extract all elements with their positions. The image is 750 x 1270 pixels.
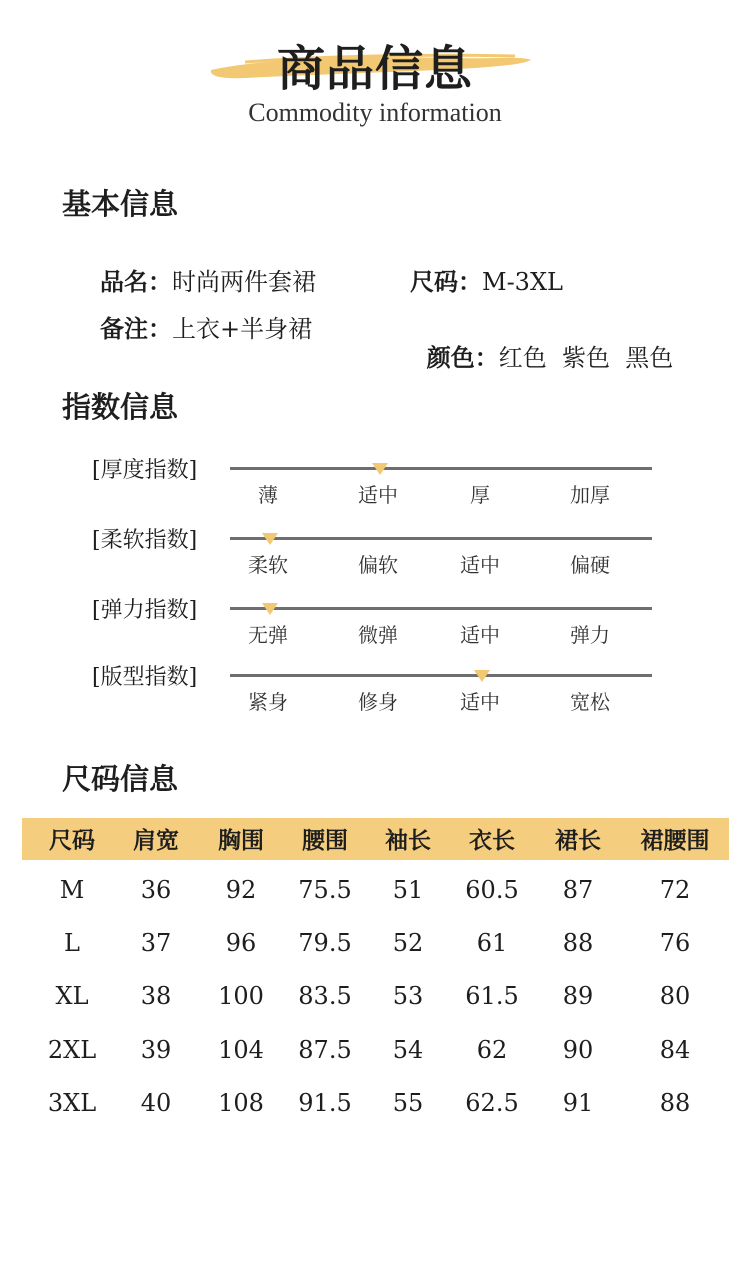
index-option: 宽松 <box>570 690 610 714</box>
size-table-header: 衣长 <box>469 828 515 854</box>
size-table-cell: 84 <box>659 1036 691 1064</box>
color-row <box>410 309 673 373</box>
index-option: 适中 <box>358 483 398 507</box>
size-table-cell: 87.5 <box>298 1036 352 1064</box>
size-table-header: 袖长 <box>385 828 431 854</box>
size-table-cell: 100 <box>218 982 264 1010</box>
index-marker-icon <box>262 603 278 615</box>
index-option: 偏硬 <box>570 553 610 577</box>
index-option: 适中 <box>460 690 500 714</box>
size-table-cell: 36 <box>140 876 172 904</box>
size-table-cell: 88 <box>659 1089 691 1117</box>
index-option: 微弹 <box>358 623 398 647</box>
size-info-title: 尺码信息 <box>62 762 179 796</box>
size-table-cell: 90 <box>562 1036 594 1064</box>
product-name-row <box>100 262 316 297</box>
size-table-header: 裙长 <box>555 828 601 854</box>
size-range-row <box>410 262 563 297</box>
index-marker-icon <box>372 463 388 475</box>
size-range-value: M-3XL <box>482 268 563 296</box>
index-option: 紧身 <box>248 690 288 714</box>
size-table-cell: 54 <box>392 1036 424 1064</box>
size-table-cell: 88 <box>562 929 594 957</box>
size-table-cell: 52 <box>392 929 424 957</box>
index-option: 适中 <box>460 623 500 647</box>
index-option: 弹力 <box>570 623 610 647</box>
index-scale-line <box>230 607 652 610</box>
size-table-cell: L <box>64 929 80 957</box>
product-name-label: 品名： <box>100 267 172 296</box>
size-table-cell: 87 <box>562 876 594 904</box>
size-table-header: 尺码 <box>49 828 95 854</box>
size-table-cell: 55 <box>392 1089 424 1117</box>
size-table-cell: 75.5 <box>298 876 352 904</box>
index-label: [柔软指数] <box>92 528 198 553</box>
note-label: 备注： <box>100 314 172 343</box>
size-table-cell: 60.5 <box>465 876 519 904</box>
size-range-label: 尺码： <box>410 267 482 296</box>
color-value: 红色 紫色 黑色 <box>498 344 674 372</box>
size-table-cell: 91.5 <box>298 1089 352 1117</box>
size-table-cell: 62 <box>476 1036 508 1064</box>
size-table-cell: 108 <box>218 1089 264 1117</box>
size-table-cell: 40 <box>140 1089 172 1117</box>
size-table-cell: 72 <box>659 876 691 904</box>
index-marker-icon <box>474 670 490 682</box>
index-label: [厚度指数] <box>92 458 198 483</box>
size-table-header: 裙腰围 <box>640 828 710 854</box>
index-scale-line <box>230 674 652 677</box>
index-option: 柔软 <box>248 553 288 577</box>
size-table-cell: 53 <box>392 982 424 1010</box>
product-name-value: 时尚两件套裙 <box>172 268 316 296</box>
color-label: 颜色： <box>426 343 499 372</box>
size-table-header: 胸围 <box>218 828 264 854</box>
size-table-cell: 37 <box>140 929 172 957</box>
size-table-cell: 3XL <box>47 1089 97 1117</box>
page-title: 商品信息 <box>276 41 473 97</box>
size-table-cell: 39 <box>140 1036 172 1064</box>
basic-info-title: 基本信息 <box>62 187 179 221</box>
index-info-title: 指数信息 <box>62 390 179 424</box>
size-table-cell: 80 <box>659 982 691 1010</box>
size-table-cell: 89 <box>562 982 594 1010</box>
index-option: 偏软 <box>358 553 398 577</box>
index-option: 无弹 <box>248 623 288 647</box>
size-table-cell: 2XL <box>47 1036 97 1064</box>
size-table-cell: 61 <box>476 929 508 957</box>
size-table-cell: 38 <box>140 982 172 1010</box>
index-scale-line <box>230 537 652 540</box>
index-label: [版型指数] <box>92 665 198 690</box>
index-label: [弹力指数] <box>92 598 198 623</box>
index-option: 厚 <box>470 483 490 507</box>
index-option: 适中 <box>460 553 500 577</box>
size-table-cell: 96 <box>225 929 257 957</box>
size-table-cell: 92 <box>225 876 257 904</box>
size-table-header-bar <box>22 818 729 860</box>
index-scale-line <box>230 467 652 470</box>
size-table-cell: XL <box>55 982 89 1010</box>
size-table-cell: 104 <box>218 1036 264 1064</box>
size-table-cell: 62.5 <box>465 1089 519 1117</box>
note-value: 上衣+半身裙 <box>172 315 313 343</box>
page-subtitle: Commodity information <box>248 98 502 127</box>
index-option: 加厚 <box>570 483 610 507</box>
note-row <box>100 309 312 344</box>
size-table-cell: 76 <box>659 929 691 957</box>
size-table-cell: 79.5 <box>298 929 352 957</box>
index-option: 修身 <box>358 690 398 714</box>
index-marker-icon <box>262 533 278 545</box>
size-table-cell: M <box>59 876 85 904</box>
size-table-cell: 51 <box>392 876 424 904</box>
size-table-header: 腰围 <box>302 828 348 854</box>
size-table-cell: 61.5 <box>465 982 519 1010</box>
size-table-cell: 91 <box>562 1089 594 1117</box>
size-table-header: 肩宽 <box>133 828 179 854</box>
index-option: 薄 <box>258 483 278 507</box>
size-table-cell: 83.5 <box>298 982 352 1010</box>
